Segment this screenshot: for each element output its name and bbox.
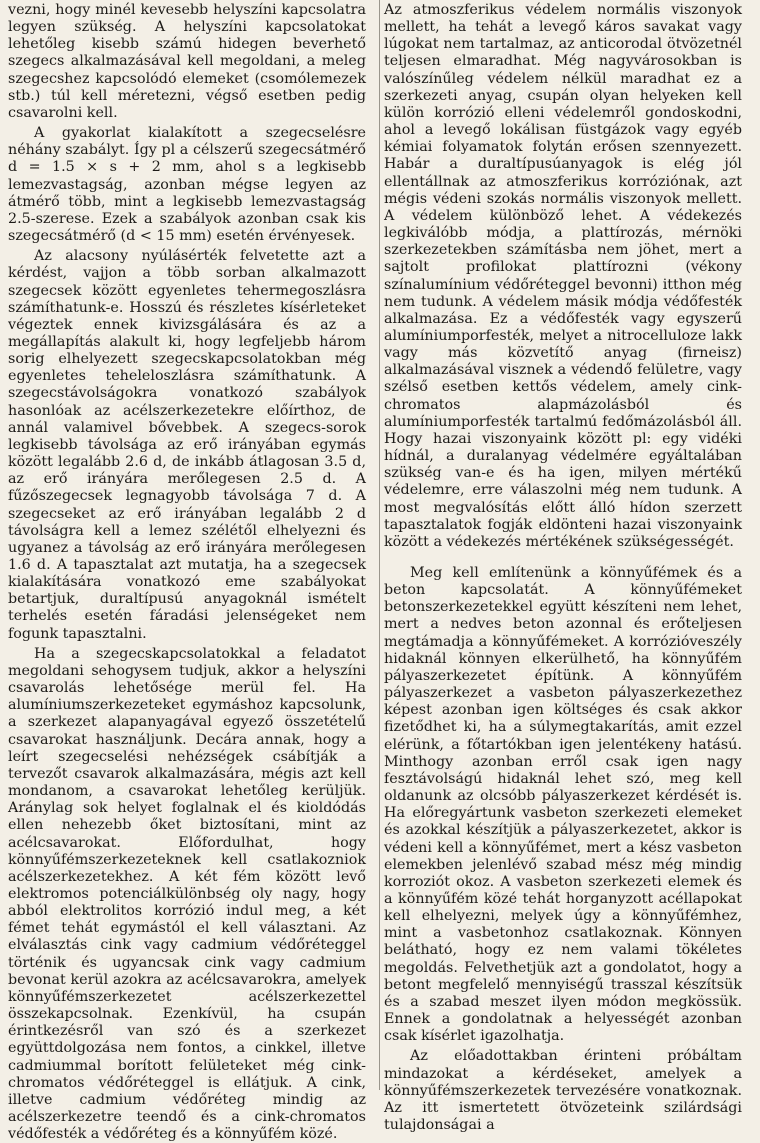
right-paragraph-1: Az atmoszferikus védelem normális viszonyok mellett, ha tehát a levegő káros savakat vagy lúgokat nem tartalmaz, az anticorodal ötvözetnél teljesen elmaradhat. Még nagyvárosokban is valószínűleg védelem nélkül maradhat ez a szerkezeti anyag, csupán olyan helyeken kell külön korrózió elleni védelemről gondoskodni, ahol a levegő lokálisan füstgázok vagy egyéb kémiai folyamatok folytán erősen szennyezett. Habár a duraltípusúanyagok is elég jól ellentállnak az atmoszferikus korróziónak, azt mégis védeni szokás normális viszonyok mellett. A védelem különböző lehet. A védekezés legkiválóbb módja, a plattírozás, mérnöki szerkezetekben számításba nem jöhet, mert a sajtolt profilokat plattírozni (vékony színalumínium védőréteggel bevonni) itthon még nem tudunk. A védelem másik módja védőfesték alkalmazása. Ez a védőfesték vagy egyszerű alumíniumporfesték, melyet a nitrocelluloze lakk vagy más közvetítő anyag (firneisz) alkalmazásával visznek a védendő felületre, vagy szélső esetben kettős védelem, amely cink-chromatos alapmázolásból és alumíniumporfesték tartalmú fedőmázolásból áll. Hogy hazai viszonyaink között pl: egy vidéki hídnál, a duralanyag védelmére egyáltalában szükség van-e és ha igen, milyen mértékű védelemre, erre válaszolni még nem tudunk. A most megvalósítás előtt álló hídon szerzett tapasztalatok fogják eldönteni hazai viszonyaink között a védekezés mértékének szükségességét.	[384, 2, 742, 550]
left-paragraph-2: A gyakorlat kialakított a szegecselésre néhány szabályt. Így pl a célszerű szegecsátmérő d = 1.5 × s + 2 mm, ahol s a legkisebb lemezvastagság, azonban mégse legyen az átmérő több, mint a legkisebb lemezvastagság 2.5-szerese. Ezek a szabályok azonban csak kis szegecsátmérő (d < 15 mm) esetén érvényesek.	[8, 125, 366, 245]
column-divider	[379, 0, 380, 1090]
left-paragraph-4: Ha a szegecskapcsolatokkal a feladatot megoldani sehogysem tudjuk, akkor a helyszíni csavarolás lehetősége merül fel. Ha alumíniumszerkezeteket egymáshoz kapcsolunk, a szerkezet alapanyagával egyező összetételű csavarokat használjunk. Decára annak, hogy a leírt szegecselési nehézségek csábítják a tervezőt csavarok alkalmazására, mégis azt kell mondanom, a csavarokat lehetőleg kerüljük. Aránylag sok helyet foglalnak el és kioldódás ellen nehezebb őket biztosítani, mint az acélcsavarokat. Előfordulhat, hogy könnyűfémszerkezeteknek kell csatlakozniok acélszerkezetekhez. A két fém között levő elektromos potenciálkülönbség oly nagy, hogy abból elektrolitos korrózió indul meg, a két fémet tehát egymástól el kell választani. Az elválasztás cink vagy cadmium védőréteggel történik és ugyancsak cink vagy cadmium bevonat kerül azokra az acélcsavarokra, amelyek könnyűfémszerkezetet acélszerkezettel összekapcsolnak. Ezenkívül, ha csupán érintkezésről van szó és a szerkezet együttdolgozása nem fontos, a cinkkel, illetve cadmiummal borított felületeket még cink-chromatos védőréteggel is ellátjuk. A cink, illetve cadmium védőréteg mindig az acélszerkezetre teendő és a cink-chromatos védőfesték a védőréteg és a könnyűfém közé.	[8, 645, 366, 1143]
right-paragraph-3: Az előadottakban érinteni próbáltam mindazokat a kérdéseket, amelyek a könnyűfémszerkezetek tervezésére vonatkoznak. Az itt ismertetett ötvözeteink szilárdsági tulajdonságai a	[384, 1048, 742, 1133]
left-paragraph-3: Az alacsony nyúlásérték felvetette azt a kérdést, vajjon a több sorban alkalmazott szegecsek között egyenletes tehermegoszlásra számíthatunk-e. Hosszú és részletes kísérleteket végeztek ennek kivizsgálására és az a megállapítás alakult ki, hogy legfeljebb három sorig elhelyezett szegecskapcsolatokban még egyenletes teheleloszlásra számíthatunk. A szegecstávolságokra vonatkozó szabályok hasonlóak az acélszerkezetekre előírthoz, de annál valamivel bővebbek. A szegecs-sorok legkisebb távolsága az erő irányában egymás között legalább 2.6 d, de inkább átlagosan 3.5 d, az erő irányára merőlegesen 2.5 d. A fűzőszegecsek legnagyobb távolsága 7 d. A szegecseket az erő irányában legalább 2 d távolságra kell a lemez szélétől elhelyezni és ugyanez a távolság az erő irányára merőlegesen 1.6 d. A tapasztalat azt mutatja, ha a szegecsek kialakítására vonatkozó eme szabályokat betartjuk, duraltípusú anyagoknál ismételt terhelés esetén fáradási jelenségeket nem fogunk tapasztalni.	[8, 248, 366, 642]
right-column	[384, 2, 742, 1133]
left-column	[8, 2, 366, 1143]
right-paragraph-2: Meg kell említenünk a könnyűfémek és a beton kapcsolatát. A könnyűfémeket betonszerkezetekkel együtt készíteni nem lehet, mert a nedves beton azonnal és erőteljesen megtámadja a könnyűfémeket. A korrózióveszély hidaknál könnyen elkerülhető, ha könnyűfém pályaszerkezetet építünk. A könnyűfém pályaszerkezet a vasbeton pályaszerkezethez képest azonban igen költséges és csak akkor fizetődhet ki, ha a súlymegtakarítás, amit ezzel elérünk, a főtartókban igen jelentékeny hatású. Minthogy azonban erről csak igen nagy fesztávolságú hidaknál lehet szó, meg kell oldanunk az olcsóbb pályaszerkezet kérdését is. Ha előregyártunk vasbeton szerkezeti elemeket és azokkal készítjük a pályaszerkezetet, akkor is védeni kell a könnyűfémet, mert a kész vasbeton elemekben jelenlévő szabad mész még mindig korroziót okoz. A vasbeton szerkezeti elemek és a könnyűfém közé tehát horganyzott acéllapokat kell elhelyezni, melyek úgy a könnyűfémhez, mint a vasbetonhoz csatlakoznak. Könnyen belátható, hogy ez nem valami tökéletes megoldás. Felvethetjük azt a gondolatot, hogy a betont megfelelő mennyiségű trasszal készítsük és a szabad meszet ilyen módon megkössük. Ennek a gondolatnak a helyességét azonban csak kísérlet igazolhatja.	[384, 565, 742, 1045]
left-paragraph-1: vezni, hogy minél kevesebb helyszíni kapcsolatra legyen szükség. A helyszíni kapcsolatokat lehetőleg kisebb számú hidegen beverhető szegecs alkalmazásával kell megoldani, a meleg szegecshez kapcsolódó elemeket (csomólemezek stb.) túl kell méretezni, végső esetben pedig csavarolni kell.	[8, 2, 366, 121]
